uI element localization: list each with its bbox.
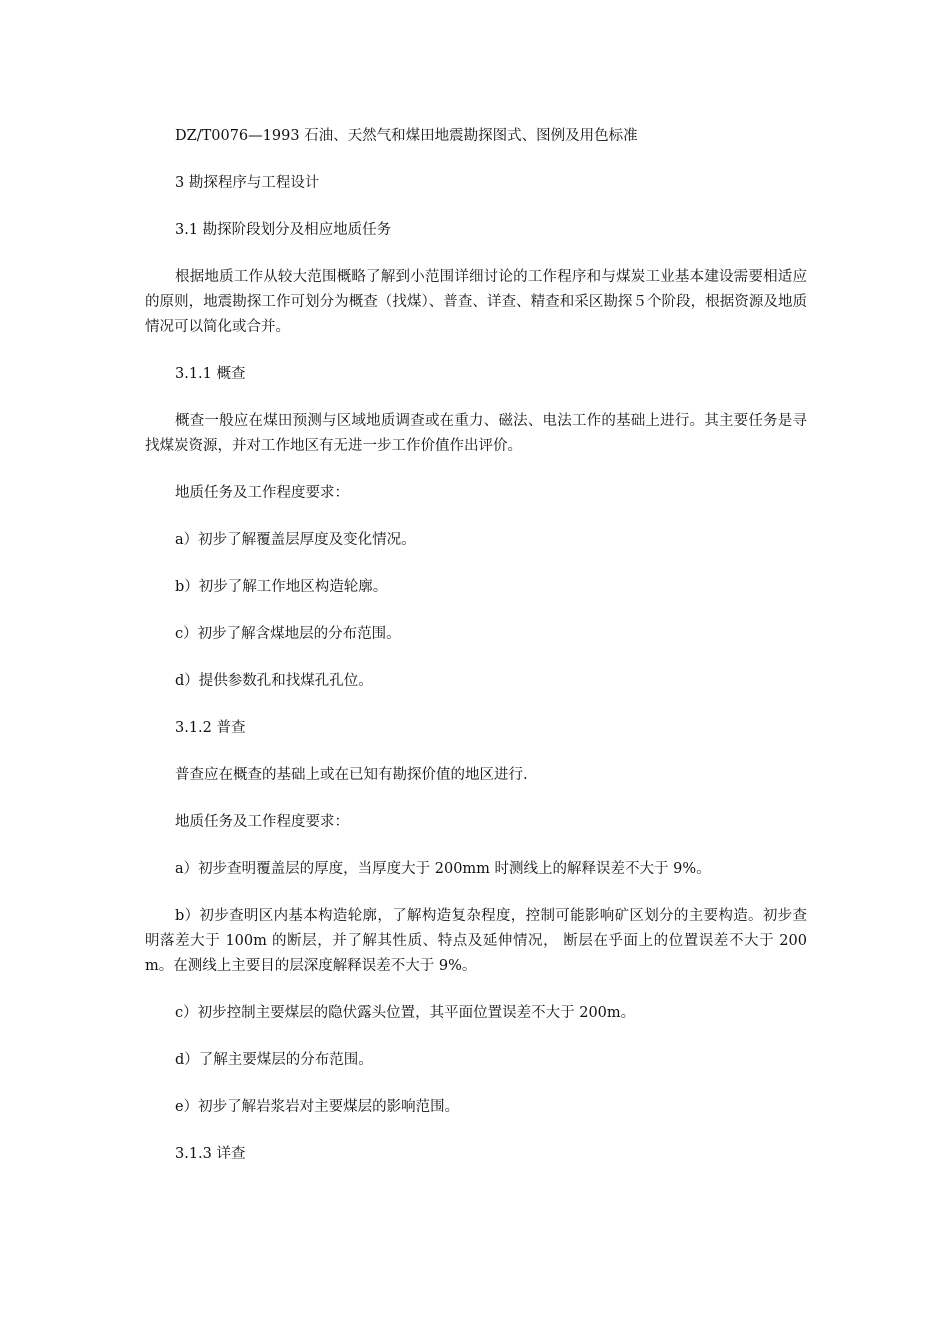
list-item: b）初步查明区内基本构造轮廓，了解构造复杂程度，控制可能影响矿区划分的主要构造。初步查明落差大于 100m 的断层，并了解其性质、特点及延伸情况， 断层在乎面上的位置误差不大于 200m。在测线上主要目的层深度解释误差不大于 9%。 [145,908,807,974]
section-heading: 3 勘探程序与工程设计 [175,175,320,191]
list-item: c）初步控制主要煤层的隐伏露头位置，其平面位置误差不大于 200m。 [175,1005,636,1021]
paragraph: 概查一般应在煤田预测与区域地质调查或在重力、磁法、电法工作的基础上进行。其主要任务是寻找煤炭资源，并对工作地区有无进一步工作价值作出评价。 [145,413,807,454]
list-item: a）初步查明覆盖层的厚度，当厚度大于 200mm 时测线上的解释误差不大于 9%。 [175,861,711,877]
paragraph: 地质任务及工作程度要求： [175,485,349,501]
document-title: DZ/T0076—1993 石油、天然气和煤田地震勘探图式、图例及用色标准 [175,128,638,144]
list-item: e）初步了解岩浆岩对主要煤层的影响范围。 [175,1099,460,1115]
list-item: c）初步了解含煤地层的分布范围。 [175,626,401,642]
list-item: b）初步了解工作地区构造轮廓。 [175,579,388,595]
subsection-heading: 3.1.2 普查 [175,720,246,736]
paragraph: 普查应在概查的基础上或在已知有勘探价值的地区进行. [175,767,528,783]
paragraph: 根据地质工作从较大范围概略了解到小范围详细讨论的工作程序和与煤炭工业基本建设需要相适应的原则，地震勘探工作可划分为概查（找煤）、普查、详查、精查和采区勘探５个阶段，根据资源及地质情况可以简化或合并。 [145,269,807,335]
document-page [145,124,807,1189]
subsection-heading: 3.1.3 详查 [175,1146,246,1162]
paragraph: 地质任务及工作程度要求： [175,814,349,830]
list-item: d）了解主要煤层的分布范围。 [175,1052,373,1068]
list-item: d）提供参数孔和找煤孔孔位。 [175,673,373,689]
subsection-heading: 3.1 勘探阶段划分及相应地质任务 [175,222,392,238]
subsection-heading: 3.1.1 概查 [175,366,246,382]
list-item: a）初步了解覆盖层厚度及变化情况。 [175,532,416,548]
